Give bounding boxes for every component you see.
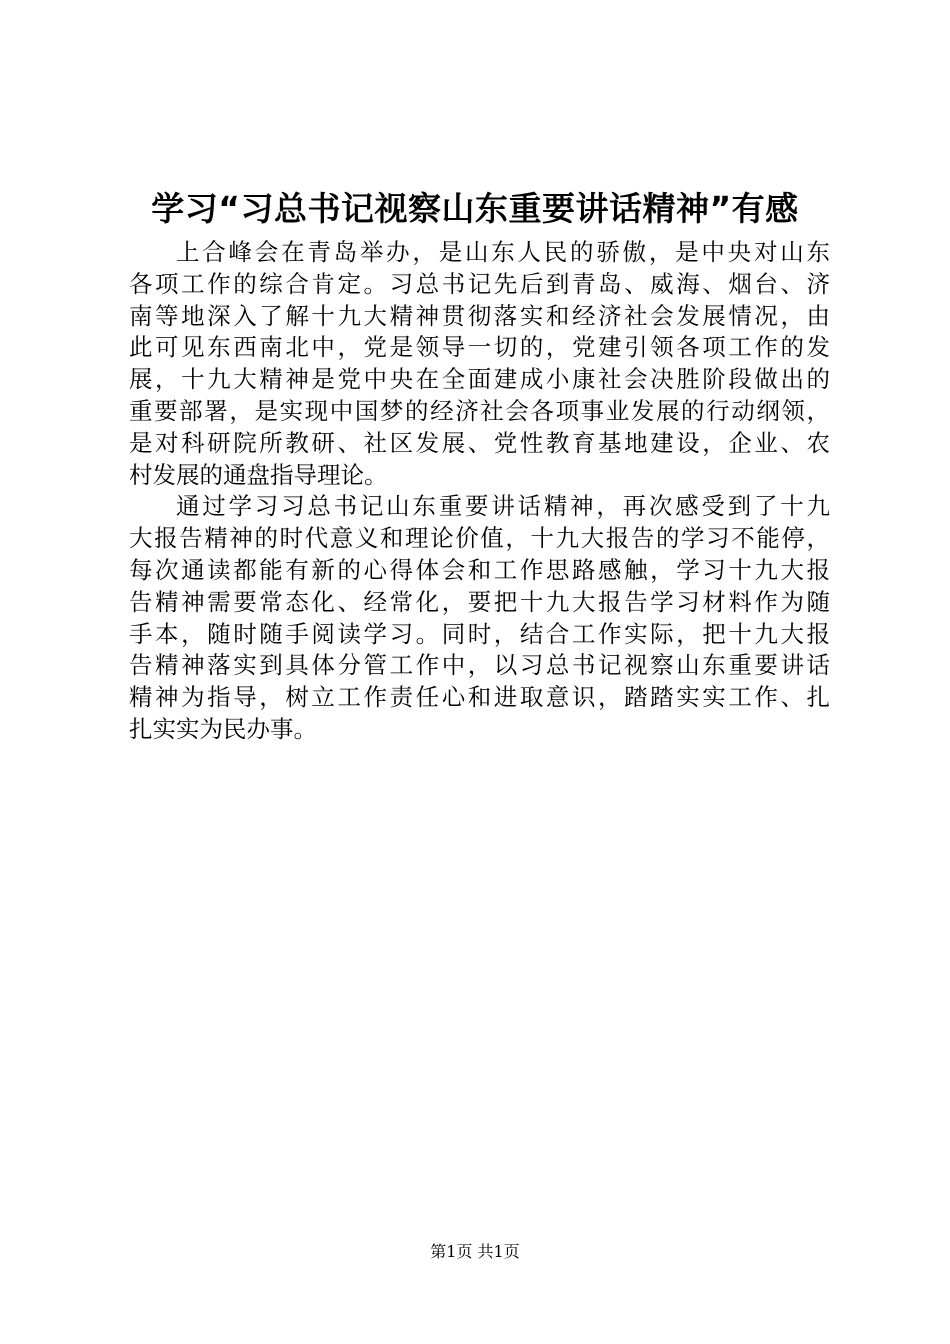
paragraph-line: 告精神需要常态化、经常化，要把十九大报告学习材料作为随: [129, 587, 830, 616]
paragraph-line: 手本，随时随手阅读学习。同时，结合工作实际，把十九大报: [129, 619, 830, 648]
paragraph-line: 告精神落实到具体分管工作中，以习总书记视察山东重要讲话: [129, 651, 830, 680]
paragraph-line: 重要部署，是实现中国梦的经济社会各项事业发展的行动纲领，: [129, 396, 830, 425]
paragraph-line: 各项工作的综合肯定。习总书记先后到青岛、威海、烟台、济: [129, 269, 830, 298]
paragraph-line: 南等地深入了解十九大精神贯彻落实和经济社会发展情况，由: [129, 301, 830, 330]
paragraph-line: 精神为指导，树立工作责任心和进取意识，踏踏实实工作、扎: [129, 683, 830, 712]
document-title: 学习“习总书记视察山东重要讲话精神”有感: [151, 189, 799, 228]
page-footer: 第1页 共1页: [430, 1242, 520, 1261]
document-body: [129, 237, 830, 746]
paragraph-2: [129, 491, 830, 745]
paragraph-line: 每次通读都能有新的心得体会和工作思路感触，学习十九大报: [129, 555, 830, 584]
paragraph-line: 是对科研院所教研、社区发展、党性教育基地建设，企业、农: [129, 428, 830, 457]
paragraph-line: 村发展的通盘指导理论。: [129, 460, 388, 489]
paragraph-line: 此可见东西南北中，党是领导一切的，党建引领各项工作的发: [129, 333, 830, 362]
paragraph-line: 通过学习习总书记山东重要讲话精神，再次感受到了十九: [176, 492, 830, 521]
paragraph-line: 大报告精神的时代意义和理论价值，十九大报告的学习不能停，: [129, 524, 830, 553]
paragraph-line: 展，十九大精神是党中央在全面建成小康社会决胜阶段做出的: [129, 365, 830, 394]
paragraph-line: 扎实实为民办事。: [129, 714, 317, 743]
paragraph-line: 上合峰会在青岛举办，是山东人民的骄傲，是中央对山东: [176, 238, 830, 266]
paragraph-1: [129, 237, 830, 491]
